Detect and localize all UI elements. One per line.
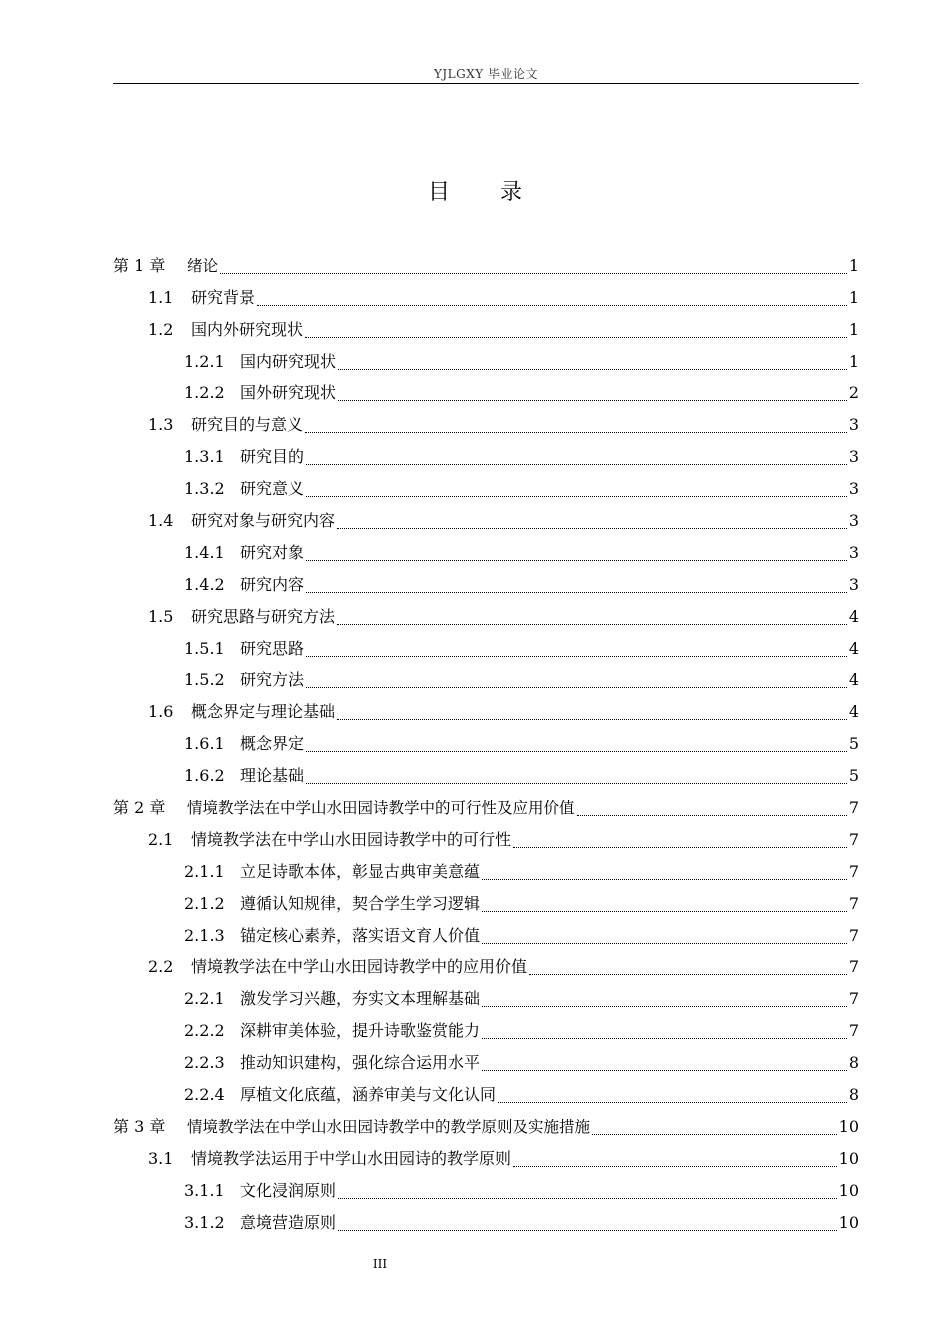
toc-entry-number: 2.2 [148, 957, 174, 977]
toc-entry-number: 1.2.2 [184, 383, 225, 403]
toc-dot-leader [482, 990, 847, 1007]
toc-dot-leader [220, 257, 847, 274]
toc-entry-page: 7 [848, 861, 859, 881]
toc-entry[interactable] [113, 914, 859, 946]
toc-dot-leader [306, 480, 847, 497]
toc-entry-number: 第 1 章 [113, 255, 166, 275]
toc-dot-leader [306, 576, 847, 593]
toc-entry-title: 研究对象 [240, 542, 305, 562]
toc-dot-leader [337, 512, 847, 529]
toc-entry-title: 深耕审美体验，提升诗歌鉴赏能力 [240, 1021, 481, 1041]
toc-entry[interactable] [113, 850, 859, 882]
toc-entry-number: 1.3.1 [184, 447, 225, 467]
toc-entry-page: 7 [848, 893, 859, 913]
toc-entry-page: 1 [848, 255, 859, 275]
toc-entry[interactable] [113, 659, 859, 691]
toc-entry-number: 1.4.1 [184, 542, 225, 562]
toc-entry-title: 概念界定 [240, 734, 305, 754]
toc-dot-leader [482, 1054, 847, 1071]
toc-entry-page: 7 [848, 957, 859, 977]
toc-entry[interactable] [113, 690, 859, 722]
toc-dot-leader [482, 927, 847, 944]
toc-dot-leader [513, 831, 847, 848]
toc-entry-page: 10 [838, 1148, 859, 1168]
toc-entry-title: 情境教学法在中学山水田园诗教学中的可行性及应用价值 [187, 799, 575, 818]
toc-entry-page: 1 [848, 351, 859, 371]
toc-entry[interactable] [113, 1105, 859, 1137]
toc-entry[interactable] [113, 1137, 859, 1169]
toc-entry-title: 国外研究现状 [240, 383, 337, 403]
toc-dot-leader [338, 353, 847, 370]
toc-entry[interactable] [113, 340, 859, 372]
table-of-contents [113, 244, 859, 1233]
page-footer [0, 1256, 760, 1272]
toc-title: 目录 [427, 180, 572, 205]
toc-dot-leader [338, 1214, 837, 1231]
toc-entry[interactable] [113, 754, 859, 786]
toc-entry-page: 7 [848, 925, 859, 945]
toc-entry[interactable] [113, 403, 859, 435]
toc-entry[interactable] [113, 308, 859, 340]
toc-entry-title: 研究思路与研究方法 [191, 606, 336, 626]
toc-entry[interactable] [113, 818, 859, 850]
toc-entry[interactable] [113, 531, 859, 563]
toc-entry-title: 情境教学法运用于中学山水田园诗的教学原则 [191, 1148, 512, 1168]
toc-dot-leader [337, 608, 847, 625]
toc-entry[interactable] [113, 1009, 859, 1041]
toc-entry-title: 概念界定与理论基础 [191, 702, 336, 722]
toc-entry-page: 3 [848, 415, 859, 435]
toc-entry[interactable] [113, 372, 859, 404]
toc-entry-page: 8 [848, 1053, 859, 1073]
toc-entry-page: 10 [838, 1180, 859, 1200]
toc-entry[interactable] [113, 1201, 859, 1233]
toc-entry[interactable] [113, 1041, 859, 1073]
toc-entry[interactable] [113, 467, 859, 499]
toc-entry[interactable] [113, 435, 859, 467]
toc-entry-title: 研究意义 [240, 479, 305, 499]
toc-dot-leader [577, 799, 847, 816]
toc-dot-leader [306, 671, 847, 688]
toc-entry[interactable] [113, 786, 859, 818]
toc-entry-page: 5 [848, 734, 859, 754]
toc-entry-number: 2.1 [148, 829, 174, 849]
toc-dot-leader [338, 1182, 837, 1199]
toc-entry-page: 1 [848, 319, 859, 339]
toc-entry-number: 3.1.2 [184, 1212, 225, 1232]
toc-entry-number: 1.3.2 [184, 479, 225, 499]
toc-entry-page: 3 [848, 574, 859, 594]
toc-dot-leader [529, 958, 847, 975]
toc-entry[interactable] [113, 499, 859, 531]
toc-entry-number: 1.2 [148, 319, 174, 339]
toc-entry-number: 1.6.2 [184, 766, 225, 786]
toc-entry[interactable] [113, 1169, 859, 1201]
toc-entry-page: 10 [838, 1116, 859, 1136]
toc-entry[interactable] [113, 1073, 859, 1105]
toc-entry-title: 厚植文化底蕴，涵养审美与文化认同 [240, 1085, 497, 1105]
toc-entry-page: 10 [838, 1212, 859, 1232]
toc-entry-title: 情境教学法在中学山水田园诗教学中的可行性 [191, 829, 512, 849]
toc-entry-number: 第 3 章 [113, 1116, 166, 1136]
toc-entry-title: 研究目的 [240, 447, 305, 467]
toc-dot-leader [306, 767, 847, 784]
toc-entry-title: 理论基础 [240, 766, 305, 786]
toc-dot-leader [257, 289, 847, 306]
toc-entry-number: 1.4.2 [184, 574, 225, 594]
toc-entry[interactable] [113, 882, 859, 914]
toc-entry-title: 国内外研究现状 [191, 319, 304, 339]
toc-entry-page: 2 [848, 383, 859, 403]
toc-entry-title: 遵循认知规律，契合学生学习逻辑 [240, 893, 481, 913]
toc-entry-number: 2.1.1 [184, 861, 225, 881]
toc-entry-title: 情境教学法在中学山水田园诗教学中的教学原则及实施措施 [187, 1117, 591, 1136]
toc-entry-page: 5 [848, 766, 859, 786]
toc-entry[interactable] [113, 563, 859, 595]
toc-entry-title: 研究对象与研究内容 [191, 511, 336, 531]
toc-dot-leader [592, 1118, 837, 1135]
toc-dot-leader [482, 895, 847, 912]
toc-entry-number: 1.5.2 [184, 670, 225, 690]
toc-entry-page: 7 [848, 1021, 859, 1041]
toc-entry-number: 1.2.1 [184, 351, 225, 371]
toc-entry-title: 文化浸润原则 [240, 1180, 337, 1200]
toc-entry-title: 绪论 [187, 256, 219, 275]
toc-entry-number: 3.1 [148, 1148, 174, 1168]
toc-entry-number: 2.2.1 [184, 989, 225, 1009]
toc-dot-leader [482, 863, 847, 880]
toc-dot-leader [306, 544, 847, 561]
toc-entry-number: 1.6 [148, 702, 174, 722]
toc-dot-leader [513, 1150, 837, 1167]
toc-entry[interactable] [113, 722, 859, 754]
page-number: III [372, 1257, 388, 1271]
toc-entry-title: 激发学习兴趣，夯实文本理解基础 [240, 989, 481, 1009]
toc-entry-page: 4 [848, 702, 859, 722]
toc-entry-title: 研究方法 [240, 670, 305, 690]
toc-entry-page: 3 [848, 542, 859, 562]
page-header [113, 66, 859, 84]
toc-entry-page: 4 [848, 670, 859, 690]
toc-entry-page: 3 [848, 511, 859, 531]
toc-dot-leader [305, 416, 847, 433]
toc-dot-leader [306, 448, 847, 465]
toc-dot-leader [338, 384, 847, 401]
toc-entry-number: 1.1 [148, 287, 174, 307]
toc-entry-number: 1.5 [148, 606, 174, 626]
toc-dot-leader [306, 735, 847, 752]
toc-entry-number: 2.2.2 [184, 1021, 225, 1041]
toc-entry[interactable] [113, 946, 859, 978]
toc-entry-title: 研究目的与意义 [191, 415, 304, 435]
toc-entry-page: 4 [848, 638, 859, 658]
header-text: YJLGXY 毕业论文 [433, 67, 539, 81]
toc-entry-title: 研究思路 [240, 638, 305, 658]
toc-entry-title: 立足诗歌本体，彰显古典审美意蕴 [240, 861, 481, 881]
toc-dot-leader [498, 1086, 847, 1103]
toc-entry-page: 3 [848, 447, 859, 467]
toc-entry-title: 情境教学法在中学山水田园诗教学中的应用价值 [191, 957, 528, 977]
toc-entry[interactable] [113, 244, 859, 276]
toc-entry-title: 国内研究现状 [240, 351, 337, 371]
toc-entry-page: 1 [848, 287, 859, 307]
toc-entry-title: 推动知识建构，强化综合运用水平 [240, 1053, 481, 1073]
toc-entry-number: 1.5.1 [184, 638, 225, 658]
toc-dot-leader [482, 1022, 847, 1039]
toc-entry-number: 1.3 [148, 415, 174, 435]
toc-entry-page: 7 [848, 798, 859, 818]
toc-entry-page: 3 [848, 479, 859, 499]
toc-entry[interactable] [113, 595, 859, 627]
toc-entry[interactable] [113, 627, 859, 659]
toc-entry-title: 锚定核心素养，落实语文育人价值 [240, 925, 481, 945]
toc-entry[interactable] [113, 977, 859, 1009]
toc-entry-title: 研究背景 [191, 287, 256, 307]
toc-dot-leader [305, 321, 847, 338]
toc-entry-title: 研究内容 [240, 574, 305, 594]
toc-dot-leader [337, 703, 847, 720]
toc-entry-number: 2.1.2 [184, 893, 225, 913]
toc-dot-leader [306, 640, 847, 657]
toc-entry-number: 2.1.3 [184, 925, 225, 945]
toc-entry-page: 7 [848, 829, 859, 849]
toc-entry-page: 7 [848, 989, 859, 1009]
toc-entry-page: 4 [848, 606, 859, 626]
toc-entry-number: 第 2 章 [113, 798, 166, 818]
toc-entry[interactable] [113, 276, 859, 308]
toc-entry-title: 意境营造原则 [240, 1212, 337, 1232]
toc-entry-number: 1.4 [148, 511, 174, 531]
toc-entry-number: 1.6.1 [184, 734, 225, 754]
toc-entry-page: 8 [848, 1085, 859, 1105]
toc-entry-number: 2.2.3 [184, 1053, 225, 1073]
toc-entry-number: 3.1.1 [184, 1180, 225, 1200]
toc-entry-number: 2.2.4 [184, 1085, 225, 1105]
